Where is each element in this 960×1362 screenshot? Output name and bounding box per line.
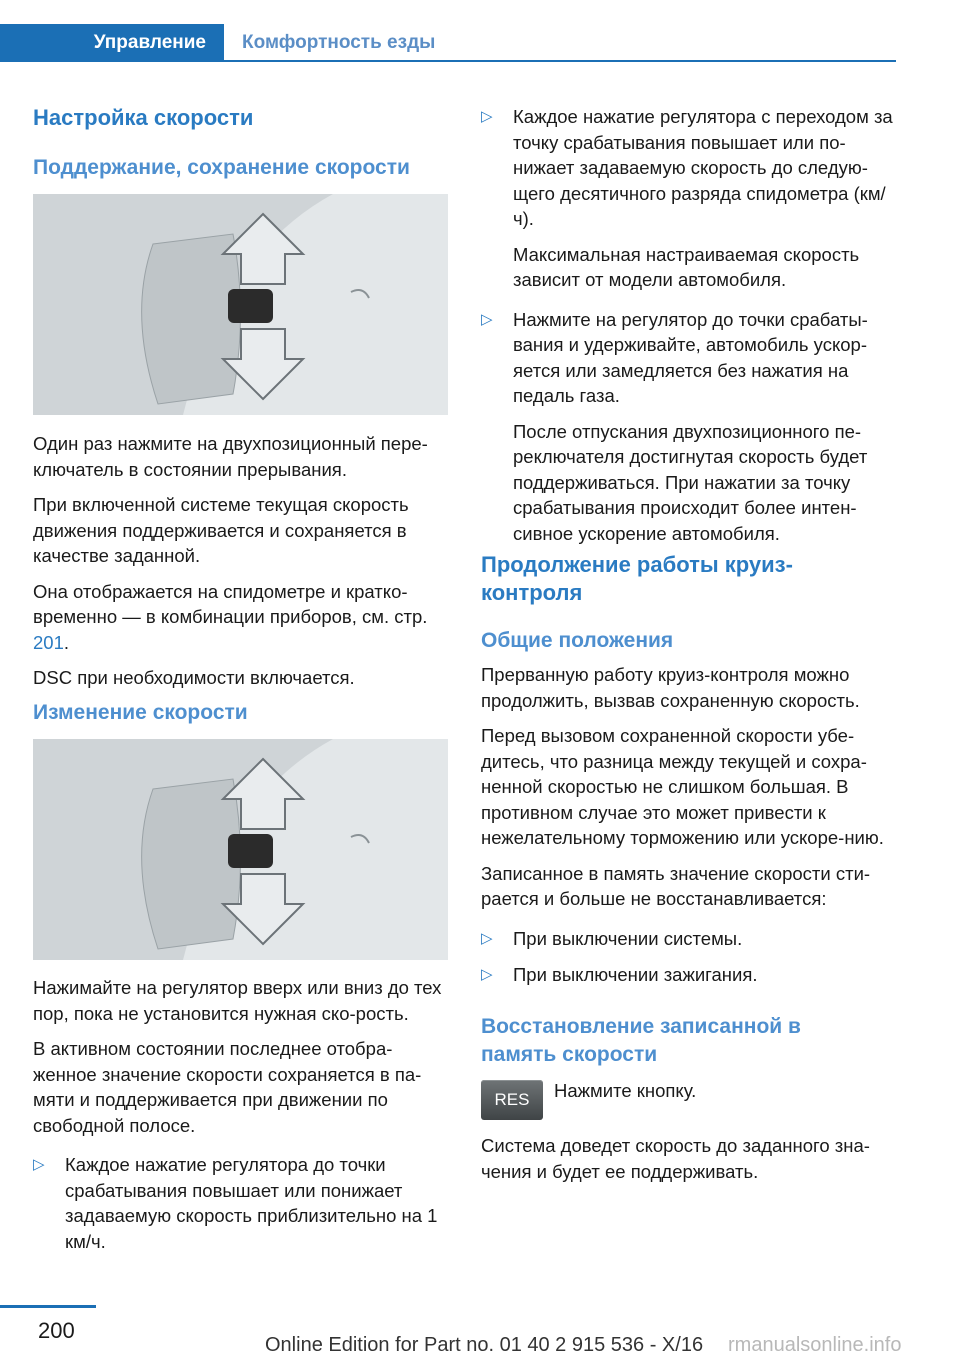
bullet-note-max-speed: Максимальная настраиваемая скорость зависит от модели автомобиля. xyxy=(513,243,860,290)
bullet-text: Каждое нажатие регулятора с переходом за точку срабатывания повышает или по-нижает задаваемую скорость до следую-щего десятичного разряда спидометра (км/ч). xyxy=(513,106,893,229)
subsection-title-change: Изменение скорости xyxy=(33,701,248,724)
edition-text: Online Edition for Part no. 01 40 2 915 536 - X/16 xyxy=(265,1334,704,1356)
paragraph-system-brings: Система доведет скорость до заданного зна-чения и будет ее поддерживать. xyxy=(481,1135,870,1182)
footer-rule xyxy=(0,1305,96,1308)
paragraph-speed-maintained: При включенной системе текущая скорость движения поддерживается и сохраняется в качестве заданной. xyxy=(33,494,409,566)
bullet-text: При выключении системы. xyxy=(513,927,743,949)
page-link-201[interactable]: 201 xyxy=(33,631,64,653)
subsection-title-maintain: Поддержание, сохранение скорости xyxy=(33,156,410,179)
res-button-icon: RES xyxy=(481,1080,543,1120)
paragraph-active-state: В активном состоянии последнее отобра-женное значение скорости сохраняется в па-мяти и поддерживается при движении по свободной полосе. xyxy=(33,1038,422,1136)
paragraph-press-button: Нажмите кнопку. xyxy=(554,1080,697,1101)
bullet-text: Каждое нажатие регулятора до точки срабатывания повышает или понижает задаваемую скорость приблизительно на 1 км/ч. xyxy=(65,1154,438,1252)
paragraph-check-difference: Перед вызовом сохраненной скорости убе-дитесь, что разница между текущей и сохра-ненной скоростью не слишком большая. В противном случае это может привести к нежелательному торможению или ускоре-нию. xyxy=(481,725,884,848)
steering-wheel-figure-2 xyxy=(33,739,448,960)
bullet-item-hold xyxy=(481,307,896,547)
paragraph-press-up-down: Нажимайте на регулятор вверх или вниз до тех пор, пока не установится нужная ско-рость. xyxy=(33,977,442,1024)
paragraph-erased: Записанное в память значение скорости сти-рается и больше не восстанавливается: xyxy=(481,862,871,909)
bullet-triangle-icon: ▷ xyxy=(481,108,493,125)
bullet-text: Нажмите на регулятор до точки срабаты-вания и удерживайте, автомобиль ускор-яется или замедляется без нажатия на педаль газа. xyxy=(513,308,868,406)
paragraph-resume: Прерванную работу круиз-контроля можно продолжить, вызвав сохраненную скорость. xyxy=(481,664,860,711)
bullet-triangle-icon: ▷ xyxy=(481,929,493,947)
section-next-tab[interactable]: Комфортность езды xyxy=(242,32,436,53)
paragraph-displayed xyxy=(33,579,448,656)
bullet-triangle-icon: ▷ xyxy=(481,966,493,983)
section-title: Настройка скорости xyxy=(33,105,254,130)
steering-wheel-figure-1 xyxy=(33,194,448,415)
bullet-item-1kmh xyxy=(33,1152,448,1254)
watermark: rmanualsonline.info xyxy=(728,1334,902,1356)
page-number: 200 xyxy=(38,1318,75,1343)
paragraph-displayed-end: . xyxy=(63,631,70,653)
bullet-triangle-icon: ▷ xyxy=(481,310,493,328)
subsection-title-restore: Восстановление записанной в память скорости xyxy=(481,1015,801,1066)
header-rule xyxy=(224,60,896,62)
bullet-triangle-icon: ▷ xyxy=(33,1156,45,1173)
bullet-item-ignition-off xyxy=(481,962,896,988)
paragraph-displayed-text: Она отображается на спидометре и кратко-временно — в комбинации приборов, см. стр. xyxy=(33,580,428,627)
section-title-resume: Продолжение работы круиз-контроля xyxy=(481,552,793,605)
bullet-item-system-off xyxy=(481,926,896,952)
paragraph-press-once: Один раз нажмите на двухпозиционный пере-ключатель в состоянии прерывания. xyxy=(33,433,428,480)
paragraph-dsc: DSC при необходимости включается. xyxy=(33,667,355,688)
bullet-note-release: После отпускания двухпозиционного пе-реключателя достигнутая скорость будет поддерживаться. При нажатии за точку срабатывания происходит более интен-сивное ускорение автомобиля. xyxy=(513,420,868,544)
section-active-tab[interactable]: Управление xyxy=(93,32,206,53)
subsection-title-general: Общие положения xyxy=(481,629,674,652)
bullet-text: При выключении зажигания. xyxy=(513,964,758,985)
bullet-item-decade xyxy=(481,104,896,293)
